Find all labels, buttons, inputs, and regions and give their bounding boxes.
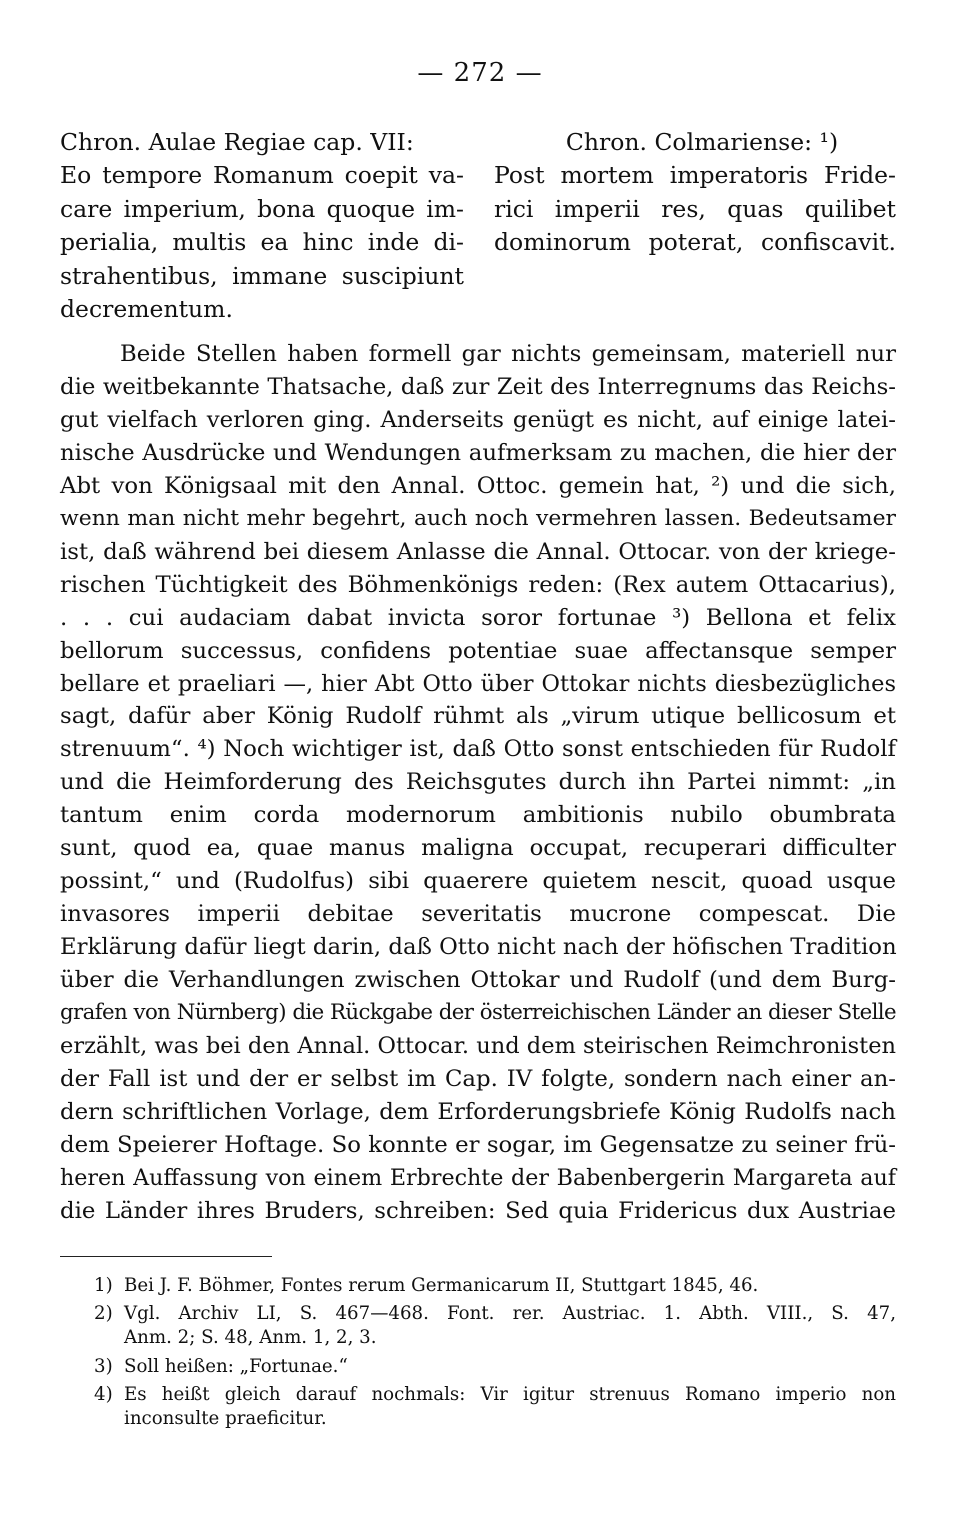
body-line: nische Ausdrücke und Wendungen aufmerksam zu machen, die hier der — [60, 439, 896, 466]
page-number: — 272 — — [417, 58, 543, 88]
body-line: bellare et praeliari —, hier Abt Otto über Ottokar nichts diesbezügliches — [60, 670, 896, 697]
body-line: gut vielfach verloren ging. Anderseits genügt es nicht, auf einige latei- — [60, 406, 896, 433]
right-quote-line: rici imperii res, quas quilibet — [494, 194, 896, 223]
body-line: sagt, dafür aber König Rudolf rühmt als „virum utique bellicosum et — [60, 703, 896, 730]
body-line: heren Auffassung von einem Erbrechte der Babenbergerin Margareta auf — [60, 1164, 896, 1191]
body-line: dem Speierer Hoftage. So konnte er sogar, im Gegensatze zu seiner frü- — [60, 1131, 896, 1158]
body-line: invasores imperii debitae severitatis mucrone compescat. Die — [60, 901, 896, 928]
body-line: possint,“ und (Rudolfus) sibi quaerere quietem nescit, quoad usque — [60, 868, 896, 895]
body-line: grafen von Nürnberg) die Rückgabe der österreichischen Länder an dieser Stelle — [60, 1000, 896, 1026]
right-quote-line: dominorum poterat, confiscavit. — [494, 228, 896, 257]
body-line: Abt von Königsaal mit den Annal. Ottoc. gemein hat, ²) und die sich, — [60, 472, 896, 499]
footnote-line: Es heißt gleich darauf nochmals: Vir igitur strenuus Romano imperio non — [124, 1383, 896, 1405]
body-line: tantum enim corda modernorum ambitionis nubilo obumbrata — [60, 802, 896, 829]
footnote-divider — [60, 1256, 272, 1257]
footnote-number: 3) — [94, 1355, 113, 1377]
left-quote-line: care imperium, bona quoque im- — [60, 194, 464, 223]
left-quote-line: perialia, multis ea hinc inde di- — [60, 228, 464, 257]
left-quote-heading: Chron. Aulae Regiae cap. VII: — [60, 128, 414, 156]
left-quote-line: Eo tempore Romanum coepit va- — [60, 161, 464, 190]
footnote-line: Soll heißen: „Fortunae.“ — [124, 1355, 348, 1377]
footnote — [60, 1355, 896, 1379]
body-line: erzählt, was bei den Annal. Ottocar. und dem steirischen Reimchronisten — [60, 1033, 896, 1060]
body-line: rischen Tüchtigkeit des Böhmenkönigs reden: (Rex autem Ottacarius), — [60, 571, 896, 598]
body-line: . . . cui audaciam dabat invicta soror fortunae ³) Bellona et felix — [60, 604, 896, 631]
body-line: Erklärung dafür liegt darin, daß Otto nicht nach der höfischen Tradition — [60, 934, 897, 961]
right-quote-heading: Chron. Colmariense: ¹) — [565, 128, 839, 156]
body-line: ist, daß während bei diesem Anlasse die Annal. Ottocar. von der kriege- — [60, 538, 896, 565]
left-quote-line: strahentibus, immane suscipiunt — [60, 261, 464, 290]
body-line: der Fall ist und der er selbst im Cap. IV folgte, sondern nach einer an- — [60, 1065, 896, 1092]
body-line: wenn man nicht mehr begehrt, auch noch vermehren lassen. Bedeutsamer — [60, 505, 896, 531]
footnote-number: 2) — [94, 1303, 113, 1325]
footnotes — [60, 1274, 896, 1431]
footnote-number: 4) — [94, 1383, 113, 1405]
body-line: über die Verhandlungen zwischen Ottokar und Rudolf (und dem Burg- — [60, 967, 896, 994]
body-line: bellorum successus, confidens potentiae suae affectansque semper — [60, 637, 896, 664]
body-text — [60, 338, 896, 1228]
body-line: die Länder ihres Bruders, schreiben: Sed quia Fridericus dux Austriae — [60, 1197, 896, 1224]
left-quote-column — [60, 126, 464, 326]
body-line: die weitbekannte Thatsache, daß zur Zeit des Interregnums das Reichs- — [60, 373, 896, 400]
body-line: sunt, quod ea, quae manus maligna occupat, recuperari difficulter — [60, 835, 896, 862]
footnote-line: Bei J. F. Böhmer, Fontes rerum Germanicarum II, Stuttgart 1845, 46. — [124, 1275, 759, 1296]
footnote — [60, 1302, 896, 1350]
right-quote-column — [494, 126, 896, 260]
footnote-line: Anm. 2; S. 48, Anm. 1, 2, 3. — [124, 1327, 377, 1349]
body-line: dern schriftlichen Vorlage, dem Erforderungsbriefe König Rudolfs nach — [60, 1098, 896, 1125]
body-line: Beide Stellen haben formell gar nichts gemeinsam, materiell nur — [120, 341, 896, 367]
footnote-line: Vgl. Archiv LI, S. 467—468. Font. rer. Austriac. 1. Abth. VIII., S. 47, — [124, 1303, 896, 1325]
body-line: und die Heimforderung des Reichsgutes durch ihn Partei nimmt: „in — [60, 769, 896, 796]
footnote-line: inconsulte praeficitur. — [124, 1408, 327, 1430]
left-quote-line: decrementum. — [60, 295, 233, 324]
footnote — [60, 1383, 896, 1431]
footnote-number: 1) — [94, 1275, 113, 1296]
footnote — [60, 1274, 896, 1298]
right-quote-line: Post mortem imperatoris Fride- — [494, 161, 896, 190]
body-line: strenuum“. ⁴) Noch wichtiger ist, daß Otto sonst entschieden für Rudolf — [60, 736, 896, 763]
